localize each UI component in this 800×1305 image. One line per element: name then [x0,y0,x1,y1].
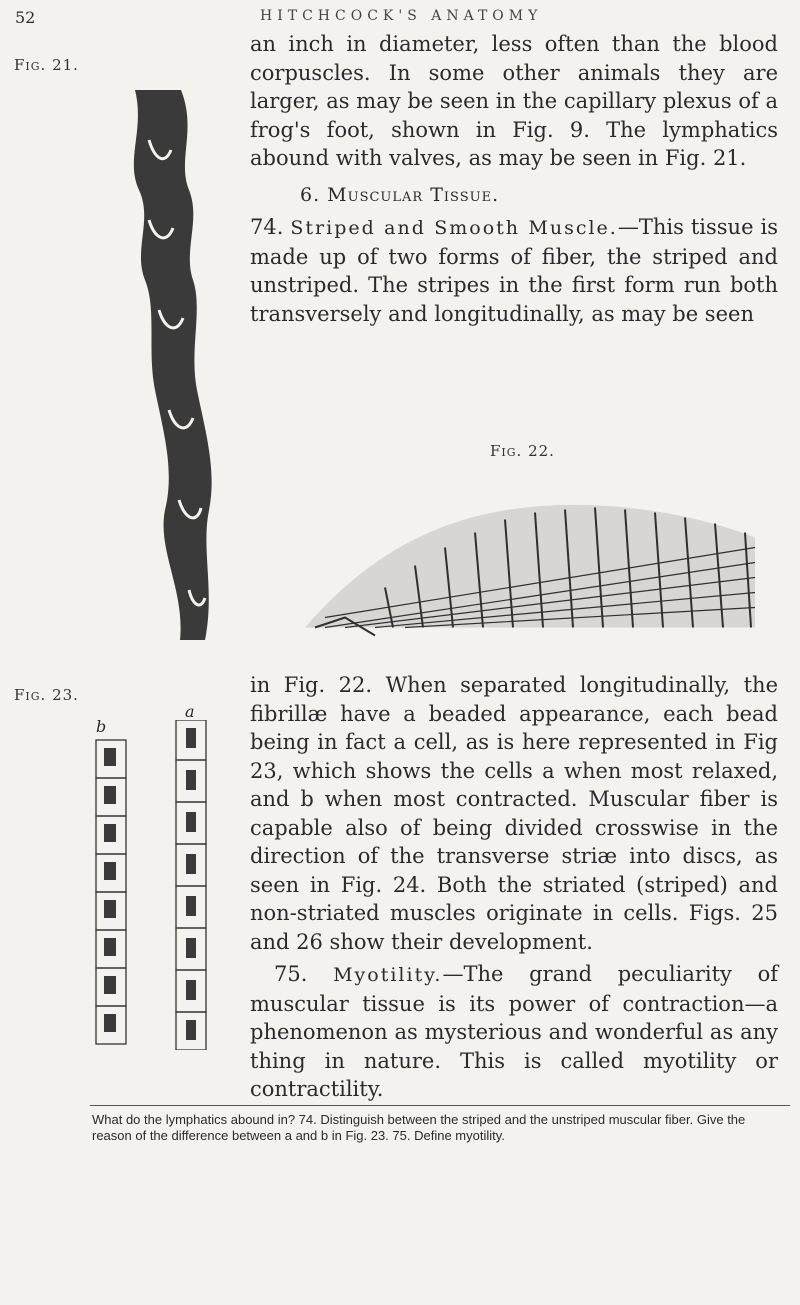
fig21-lymphatic-vessel-illustration [105,50,245,650]
page-number: 52 [15,8,36,27]
fig23-muscle-cells-illustration [90,720,225,1050]
fig22-striped-muscle-illustration [285,470,763,645]
paragraph-75-rendered [250,960,778,1104]
footnote: What do the lymphatics abound in? 74. Distinguish between the striped and the unstriped muscular fiber. Give the reason of the difference between a and b in Fig. 23. 75. Define myotility. [92,1112,746,1143]
paragraph-75-text: —The grand peculiarity of muscular tissue is its power of contraction—a phenomenon as mysterious and wonderful as any thing in nature. This is called myotility or contractility. [250,962,778,1101]
paragraph-74-text: —This tissue is made up of two forms of fiber, the striped and unstriped. The stripes in the first form run both transversely and longitudinally, as may be seen [250,215,778,326]
fig21-label: Fig. 21. [14,56,79,74]
paragraph-75-title: Myotility. [333,964,443,986]
paragraph-74-number: 74. [250,215,284,239]
paragraph-continue: in Fig. 22. When separated longitudinally, the fibrillæ have a beaded appearance, each bead being in fact a cell, as is here represented in Fig 23, which shows the cells a when most relaxed, and b when most contracted. Muscular fiber is capable also of being divided crosswise in the direction of the transverse striæ into discs, as seen in Fig. 24. Both the striated (striped) and non-striated muscles originate in cells. Figs. 25 and 26 show their development. [250,673,778,954]
paragraph-75-number: 75. [274,962,308,986]
fig23-col-b-letter: b [96,717,107,736]
fig23-col-a-letter: a [185,702,195,721]
intro-paragraph: an inch in diameter, less often than the blood corpuscles. In some other animals they are larger, as may be seen in the capillary plexus of a frog's foot, shown in Fig. 9. The lymphatics abound with valves, as may be seen in Fig. 21. [250,32,778,170]
fig22-label: Fig. 22. [490,442,555,460]
rule [90,1105,790,1106]
running-header: HITCHCOCK'S ANATOMY [260,8,543,24]
paragraph-74 [250,213,778,328]
fig23-label: Fig. 23. [14,686,79,704]
section-heading: 6. Muscular Tissue. [300,184,500,206]
paragraph-74-title: Striped and Smooth Muscle. [290,217,618,239]
